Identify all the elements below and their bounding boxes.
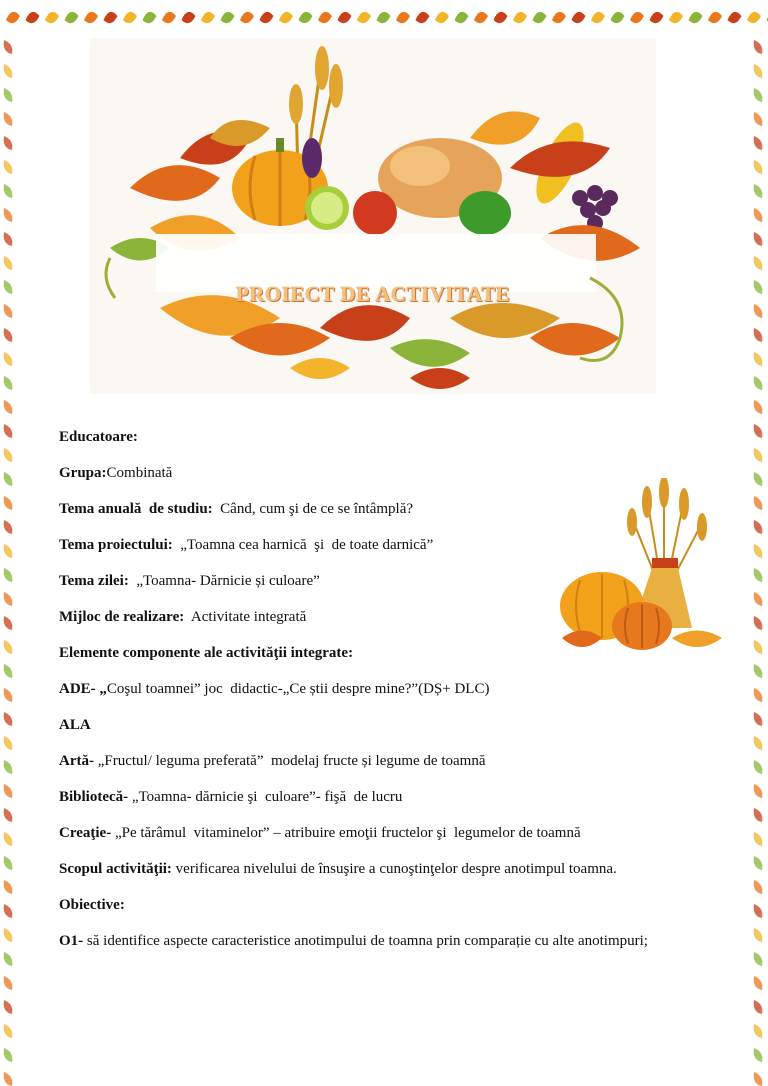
border-leaf-icon [754, 976, 763, 990]
border-leaf-icon [279, 12, 293, 23]
border-leaf-icon [650, 12, 664, 23]
border-leaf-icon [754, 160, 763, 174]
day-theme-label: Tema zilei: [59, 573, 129, 589]
border-leaf-icon [754, 256, 763, 270]
border-leaf-icon [4, 304, 13, 318]
group-label: Grupa: [59, 465, 107, 481]
border-leaf-icon [4, 928, 13, 942]
educator-line [59, 428, 699, 447]
art-label: Artă- [59, 753, 94, 769]
objective-o1-value: să identifice aspecte caracteristice anotimpului de toamna prin comparație cu alte anotimpuri; [83, 933, 648, 949]
border-leaf-icon [4, 400, 13, 414]
border-leaf-icon [455, 12, 469, 23]
border-leaf-icon [754, 616, 763, 630]
project-theme-label: Tema proiectului: [59, 537, 173, 553]
border-leaf-icon [4, 232, 13, 246]
border-leaf-icon [754, 88, 763, 102]
border-leaf-icon [513, 12, 527, 23]
border-leaf-icon [754, 1024, 763, 1038]
border-leaf-icon [591, 12, 605, 23]
border-leaf-icon [4, 472, 13, 486]
purpose-line [59, 860, 699, 879]
library-label: Bibliotecă- [59, 789, 129, 805]
border-leaf-icon [754, 688, 763, 702]
border-leaf-icon [494, 12, 508, 23]
border-leaf-icon [754, 736, 763, 750]
ala-line [59, 716, 699, 735]
annual-theme-value: Când, cum şi de ce se întâmplă? [212, 501, 414, 517]
border-leaf-icon [4, 808, 13, 822]
border-leaf-icon [4, 976, 13, 990]
border-leaf-icon [754, 328, 763, 342]
autumn-harvest-illustration [90, 38, 656, 394]
border-leaf-icon [754, 760, 763, 774]
annual-theme-line [59, 500, 699, 519]
border-leaf-icon [4, 88, 13, 102]
border-leaf-icon [318, 12, 332, 23]
border-leaf-icon [4, 736, 13, 750]
border-leaf-icon [6, 12, 20, 23]
border-leaf-icon [728, 12, 742, 23]
border-leaf-icon [4, 208, 13, 222]
border-leaf-icon [4, 784, 13, 798]
border-leaf-icon [4, 352, 13, 366]
border-leaf-icon [4, 640, 13, 654]
ade-value: Coşul toamnei” joc didactic-„Ce știi despre mine?”(DȘ+ DLC) [106, 681, 490, 697]
border-leaf-icon [4, 592, 13, 606]
border-leaf-icon [754, 784, 763, 798]
border-leaf-icon [4, 256, 13, 270]
border-leaf-icon [4, 112, 13, 126]
annual-theme-label: Tema anuală de studiu: [59, 501, 213, 517]
library-line [59, 788, 699, 807]
border-leaf-icon [4, 1000, 13, 1014]
border-leaf-icon [4, 40, 13, 54]
border-leaf-icon [689, 12, 703, 23]
border-leaf-icon [104, 12, 118, 23]
means-line [59, 608, 699, 627]
border-leaf-icon [754, 640, 763, 654]
border-leaf-icon [182, 12, 196, 23]
border-leaf-icon [4, 1048, 13, 1062]
border-leaf-icon [754, 472, 763, 486]
project-theme-value: „Toamna cea harnică şi de toate darnică” [172, 537, 434, 553]
border-leaf-icon [4, 880, 13, 894]
leaf-border-right [750, 30, 768, 1086]
means-value: Activitate integrată [184, 609, 307, 625]
border-leaf-icon [416, 12, 430, 23]
border-leaf-icon [201, 12, 215, 23]
border-leaf-icon [26, 12, 40, 23]
border-leaf-icon [4, 448, 13, 462]
border-leaf-icon [4, 328, 13, 342]
border-leaf-icon [747, 12, 761, 23]
banner-title: PROIECT DE ACTIVITATE [235, 282, 511, 306]
border-leaf-icon [754, 568, 763, 582]
leaf-border-left [0, 30, 18, 1086]
border-leaf-icon [260, 12, 274, 23]
border-leaf-icon [84, 12, 98, 23]
border-leaf-icon [4, 568, 13, 582]
border-leaf-icon [754, 904, 763, 918]
border-leaf-icon [754, 880, 763, 894]
means-label: Mijloc de realizare: [59, 609, 185, 625]
border-leaf-icon [754, 928, 763, 942]
border-leaf-icon [123, 12, 137, 23]
border-leaf-icon [4, 856, 13, 870]
border-leaf-icon [4, 712, 13, 726]
group-line [59, 464, 699, 483]
border-leaf-icon [299, 12, 313, 23]
creation-line [59, 824, 699, 843]
border-leaf-icon [4, 184, 13, 198]
creation-label: Creaţie- [59, 825, 112, 841]
border-leaf-icon [754, 376, 763, 390]
objective-o1-label: O1- [59, 933, 84, 949]
project-theme-line [59, 536, 699, 555]
border-leaf-icon [754, 112, 763, 126]
border-leaf-icon [4, 376, 13, 390]
border-leaf-icon [4, 1072, 13, 1086]
border-leaf-icon [4, 496, 13, 510]
border-leaf-icon [4, 760, 13, 774]
border-leaf-icon [754, 352, 763, 366]
border-leaf-icon [754, 496, 763, 510]
border-leaf-icon [162, 12, 176, 23]
border-leaf-icon [4, 1024, 13, 1038]
ade-label: ADE- „ [59, 681, 107, 697]
border-leaf-icon [45, 12, 59, 23]
border-leaf-icon [754, 520, 763, 534]
border-leaf-icon [754, 424, 763, 438]
border-leaf-icon [4, 832, 13, 846]
border-leaf-icon [4, 688, 13, 702]
ala-label: ALA [59, 717, 91, 733]
border-leaf-icon [754, 136, 763, 150]
border-leaf-icon [4, 904, 13, 918]
project-details [59, 428, 699, 968]
border-leaf-icon [754, 232, 763, 246]
objectives-label: Obiective: [59, 897, 125, 913]
border-leaf-icon [4, 136, 13, 150]
border-leaf-icon [357, 12, 371, 23]
objectives-line [59, 896, 699, 915]
border-leaf-icon [708, 12, 722, 23]
border-leaf-icon [4, 664, 13, 678]
border-leaf-icon [65, 12, 79, 23]
border-leaf-icon [754, 184, 763, 198]
border-leaf-icon [4, 424, 13, 438]
border-leaf-icon [240, 12, 254, 23]
border-leaf-icon [754, 280, 763, 294]
border-leaf-icon [754, 856, 763, 870]
border-leaf-icon [4, 160, 13, 174]
border-leaf-icon [754, 400, 763, 414]
border-leaf-icon [572, 12, 586, 23]
autumn-banner [90, 38, 656, 394]
components-line [59, 644, 699, 663]
components-label: Elemente componente ale activităţii integrate: [59, 645, 354, 661]
border-leaf-icon [754, 208, 763, 222]
border-leaf-icon [754, 304, 763, 318]
border-leaf-icon [4, 544, 13, 558]
educator-label: Educatoare: [59, 429, 138, 445]
border-leaf-icon [4, 64, 13, 78]
border-leaf-icon [754, 544, 763, 558]
border-leaf-icon [754, 664, 763, 678]
library-value: „Toamna- dărnicie şi culoare”- fişă de lucru [128, 789, 403, 805]
day-theme-line [59, 572, 699, 591]
border-leaf-icon [4, 280, 13, 294]
objective-o1-line [59, 932, 679, 951]
border-leaf-icon [754, 808, 763, 822]
border-leaf-icon [435, 12, 449, 23]
border-leaf-icon [754, 1072, 763, 1086]
group-value: Combinată [106, 465, 173, 481]
creation-value: „Pe tărâmul vitaminelor” – atribuire emoţii fructelor şi legumelor de toamnă [111, 825, 581, 841]
border-leaf-icon [754, 712, 763, 726]
border-leaf-icon [754, 448, 763, 462]
border-leaf-icon [396, 12, 410, 23]
border-leaf-icon [377, 12, 391, 23]
day-theme-value: „Toamna- Dărnicie și culoare” [128, 573, 320, 589]
leaf-border-top [0, 0, 768, 36]
border-leaf-icon [338, 12, 352, 23]
border-leaf-icon [4, 952, 13, 966]
art-line [59, 752, 699, 771]
border-leaf-icon [754, 832, 763, 846]
border-leaf-icon [611, 12, 625, 23]
border-leaf-icon [754, 592, 763, 606]
border-leaf-icon [221, 12, 235, 23]
border-leaf-icon [474, 12, 488, 23]
border-leaf-icon [533, 12, 547, 23]
border-leaf-icon [754, 1048, 763, 1062]
border-leaf-icon [754, 40, 763, 54]
purpose-value: verificarea nivelului de însuşire a cunoştinţelor despre anotimpul toamna. [171, 861, 617, 877]
purpose-label: Scopul activităţii: [59, 861, 172, 877]
border-leaf-icon [754, 1000, 763, 1014]
border-leaf-icon [669, 12, 683, 23]
border-leaf-icon [630, 12, 644, 23]
border-leaf-icon [4, 520, 13, 534]
border-leaf-icon [4, 616, 13, 630]
border-leaf-icon [143, 12, 157, 23]
ade-line [59, 680, 699, 699]
art-value: „Fructul/ leguma preferată” modelaj fructe și legume de toamnă [93, 753, 486, 769]
border-leaf-icon [552, 12, 566, 23]
border-leaf-icon [754, 64, 763, 78]
border-leaf-icon [754, 952, 763, 966]
